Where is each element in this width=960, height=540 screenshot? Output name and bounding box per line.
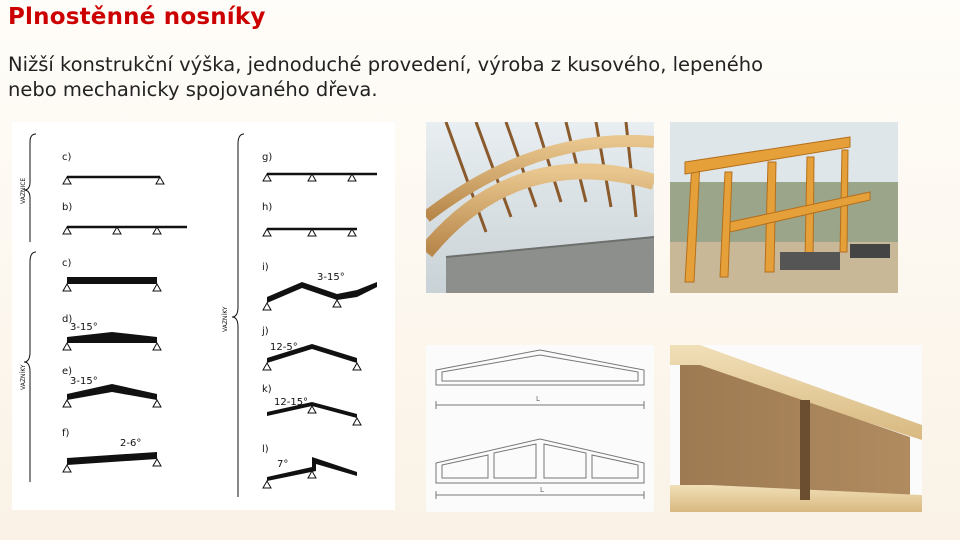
arches-illustration bbox=[426, 122, 654, 293]
label-c2: c) bbox=[62, 258, 72, 269]
slide-title: Plnostěnné nosníky bbox=[8, 4, 266, 30]
ibeam-illustration bbox=[670, 345, 922, 512]
label-c1: c) bbox=[62, 152, 72, 163]
beam-i bbox=[263, 272, 377, 310]
truss-bottom-outline bbox=[436, 439, 644, 483]
group-label-vazniky-right: VAZNÍKY bbox=[222, 306, 229, 332]
label-d: d) bbox=[62, 314, 73, 325]
beam-h bbox=[263, 229, 357, 236]
group-label-vazniky-left: VAZNÍKY bbox=[20, 364, 27, 390]
beam-e bbox=[63, 376, 161, 407]
beam-l bbox=[263, 457, 357, 488]
beam-b bbox=[63, 227, 187, 234]
beam-types-svg bbox=[12, 122, 395, 510]
drawing-truss-girders bbox=[426, 345, 654, 512]
dim-label-bottom: L bbox=[540, 486, 544, 494]
label-g: g) bbox=[262, 152, 273, 163]
beam-c1 bbox=[63, 177, 164, 184]
frames-illustration bbox=[670, 122, 898, 293]
subtitle-line-2: nebo mechanicky spojovaného dřeva. bbox=[8, 78, 378, 101]
label-f: f) bbox=[62, 428, 70, 439]
beam-c2 bbox=[63, 277, 161, 291]
slope-e: 3-15° bbox=[70, 376, 98, 387]
beam-j bbox=[263, 342, 361, 370]
label-l: l) bbox=[262, 444, 269, 455]
label-j: j) bbox=[262, 326, 269, 337]
slide-subtitle bbox=[8, 52, 958, 102]
slope-l: 7° bbox=[277, 459, 289, 470]
dim-label-top: L bbox=[536, 395, 540, 403]
label-i: i) bbox=[262, 262, 269, 273]
slope-j: 12-5° bbox=[270, 342, 298, 353]
truss-drawing-svg bbox=[426, 345, 654, 512]
subtitle-line-1: Nižší konstrukční výška, jednoduché provedení, výroba z kusového, lepeného bbox=[8, 53, 764, 76]
beam-g bbox=[263, 174, 377, 181]
label-e: e) bbox=[62, 366, 73, 377]
group-label-vaznice: VAZNICE bbox=[20, 177, 27, 204]
slope-i: 3-15° bbox=[317, 272, 345, 283]
label-b: b) bbox=[62, 202, 73, 213]
beam-f bbox=[63, 438, 161, 472]
brace-vazniky-right bbox=[232, 134, 244, 497]
photo-glulam-arches bbox=[426, 122, 654, 293]
photo-timber-i-beam bbox=[670, 345, 922, 512]
photo-timber-frames bbox=[670, 122, 898, 293]
label-k: k) bbox=[262, 384, 272, 395]
slope-d: 3-15° bbox=[70, 322, 98, 333]
beam-d bbox=[63, 322, 161, 350]
label-h: h) bbox=[262, 202, 273, 213]
beam-k bbox=[267, 397, 361, 425]
slope-k: 12-15° bbox=[274, 397, 309, 408]
slope-f: 2-6° bbox=[120, 438, 142, 449]
beam-types-diagram bbox=[12, 122, 395, 510]
